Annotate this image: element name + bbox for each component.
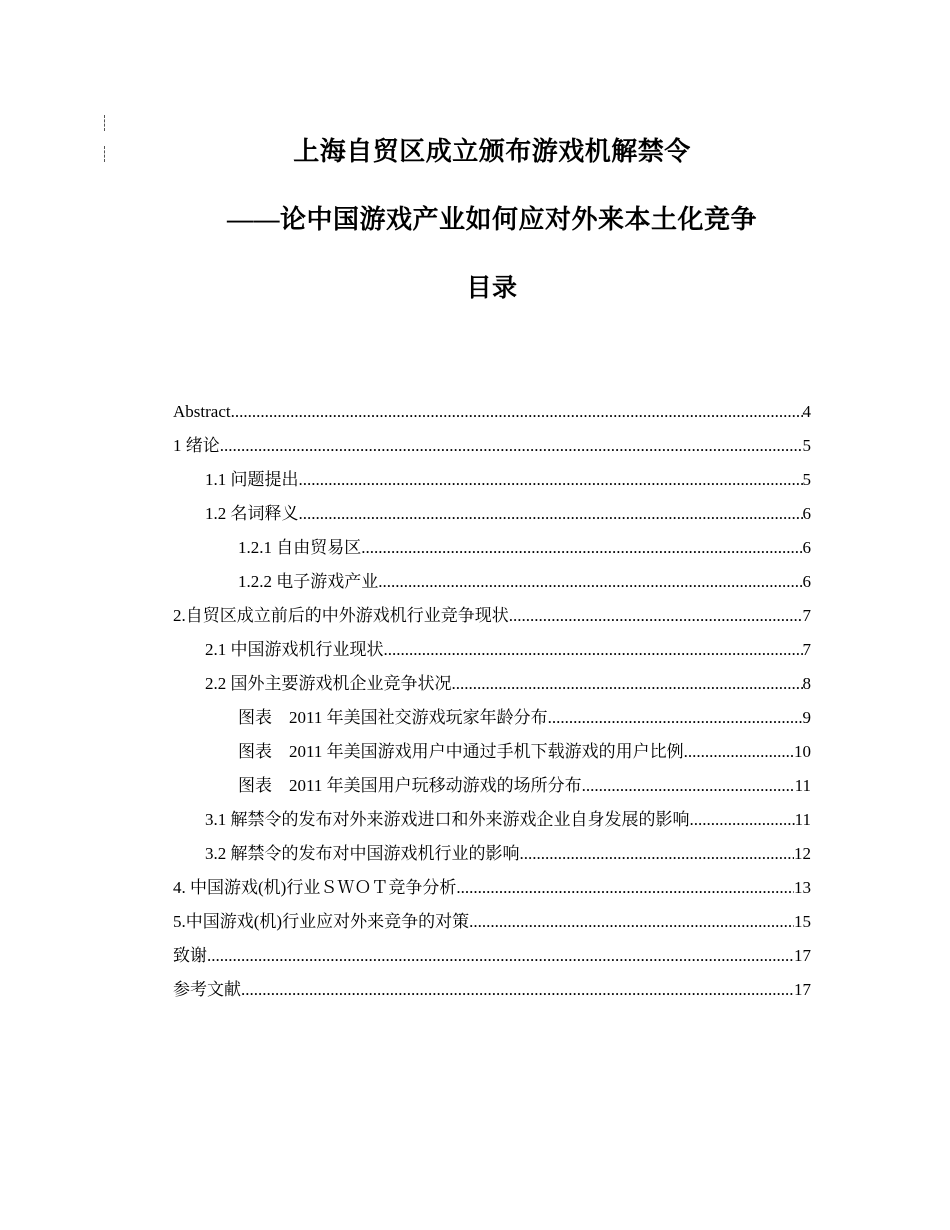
toc-entry-page-number: 6 [802, 504, 811, 523]
toc-entry-page-number: 15 [794, 912, 811, 931]
toc-entry-title: 2.1 中国游戏机行业现状 [205, 640, 384, 659]
toc-leader-dots [361, 531, 802, 565]
toc-leader-dots [456, 871, 794, 905]
toc-entry[interactable] [173, 565, 811, 599]
toc-entry[interactable] [173, 395, 811, 429]
toc-entry-page-number: 7 [802, 640, 811, 659]
toc-entry-title: 参考文献 [173, 980, 241, 999]
toc-leader-dots [582, 769, 795, 803]
toc-entry-page-number: 5 [802, 470, 811, 489]
toc-entry[interactable] [173, 905, 811, 939]
toc-entry-title: 图表 2011 年美国社交游戏玩家年龄分布 [238, 708, 548, 727]
toc-entry-page-number: 17 [794, 980, 811, 999]
toc-leader-dots [231, 395, 803, 429]
toc-entry-page-number: 6 [802, 572, 811, 591]
toc-entry-page-number: 7 [802, 606, 811, 625]
toc-entry-title: Abstract [173, 402, 231, 421]
toc-leader-dots [548, 701, 803, 735]
toc-entry-page-number: 6 [802, 538, 811, 557]
document-title: 上海自贸区成立颁布游戏机解禁令 [293, 137, 691, 166]
toc-leader-dots [469, 905, 794, 939]
toc-entry-page-number: 5 [802, 436, 811, 455]
toc-entry-title: 图表 2011 年美国用户玩移动游戏的场所分布 [238, 776, 582, 795]
toc-entry-page-number: 11 [794, 810, 811, 829]
toc-entry-title: 1.1 问题提出 [205, 470, 299, 489]
document-subtitle: ——论中国游戏产业如何应对外来本土化竞争 [226, 205, 757, 234]
toc-entry-page-number: 4 [802, 402, 811, 421]
table-of-contents [173, 395, 811, 1007]
toc-entry[interactable] [173, 973, 811, 1007]
toc-entry-page-number: 11 [794, 776, 811, 795]
toc-leader-dots [520, 837, 795, 871]
toc-leader-dots [299, 497, 803, 531]
toc-entry[interactable] [173, 429, 811, 463]
toc-leader-dots [384, 633, 803, 667]
toc-leader-dots [509, 599, 803, 633]
toc-entry[interactable] [173, 497, 811, 531]
toc-entry-title: 3.2 解禁令的发布对中国游戏机行业的影响 [205, 844, 520, 863]
toc-entry-title: 图表 2011 年美国游戏用户中通过手机下载游戏的用户比例 [238, 742, 684, 761]
toc-entry-title: 致谢 [173, 946, 207, 965]
toc-entry-page-number: 8 [802, 674, 811, 693]
toc-leader-dots [241, 973, 794, 1007]
toc-entry[interactable] [173, 735, 811, 769]
toc-heading: 目录 [466, 275, 518, 302]
toc-entry-page-number: 10 [794, 742, 811, 761]
toc-entry[interactable] [173, 633, 811, 667]
toc-entry[interactable] [173, 701, 811, 735]
toc-leader-dots [378, 565, 802, 599]
toc-leader-dots [690, 803, 795, 837]
toc-entry-title: 5.中国游戏(机)行业应对外来竞争的对策 [173, 912, 470, 931]
toc-entry[interactable] [173, 599, 811, 633]
toc-leader-dots [299, 463, 803, 497]
toc-entry-title: 1 绪论 [173, 436, 220, 455]
toc-entry[interactable] [173, 803, 811, 837]
toc-leader-dots [220, 429, 803, 463]
toc-entry[interactable] [173, 667, 811, 701]
toc-entry[interactable] [173, 531, 811, 565]
toc-entry[interactable] [173, 769, 811, 803]
toc-entry[interactable] [173, 871, 811, 905]
toc-leader-dots [207, 939, 794, 973]
margin-marker [104, 115, 108, 131]
toc-entry-title: 1.2 名词释义 [205, 504, 299, 523]
toc-leader-dots [452, 667, 803, 701]
toc-entry-title: 2.2 国外主要游戏机企业竞争状况 [205, 674, 452, 693]
toc-entry-title: 1.2.2 电子游戏产业 [238, 572, 379, 591]
toc-entry-page-number: 12 [794, 844, 811, 863]
toc-entry[interactable] [173, 939, 811, 973]
toc-entry-page-number: 13 [794, 878, 811, 897]
toc-entry[interactable] [173, 463, 811, 497]
toc-entry-page-number: 9 [802, 708, 811, 727]
toc-entry-page-number: 17 [794, 946, 811, 965]
toc-entry-title: 3.1 解禁令的发布对外来游戏进口和外来游戏企业自身发展的影响 [205, 810, 690, 829]
toc-entry-title: 1.2.1 自由贸易区 [238, 538, 362, 557]
toc-leader-dots [684, 735, 794, 769]
toc-entry-title: 2.自贸区成立前后的中外游戏机行业竞争现状 [173, 606, 509, 625]
toc-entry-title: 4. 中国游戏(机)行业ＳＷＯＴ竞争分析 [173, 878, 457, 897]
toc-entry[interactable] [173, 837, 811, 871]
